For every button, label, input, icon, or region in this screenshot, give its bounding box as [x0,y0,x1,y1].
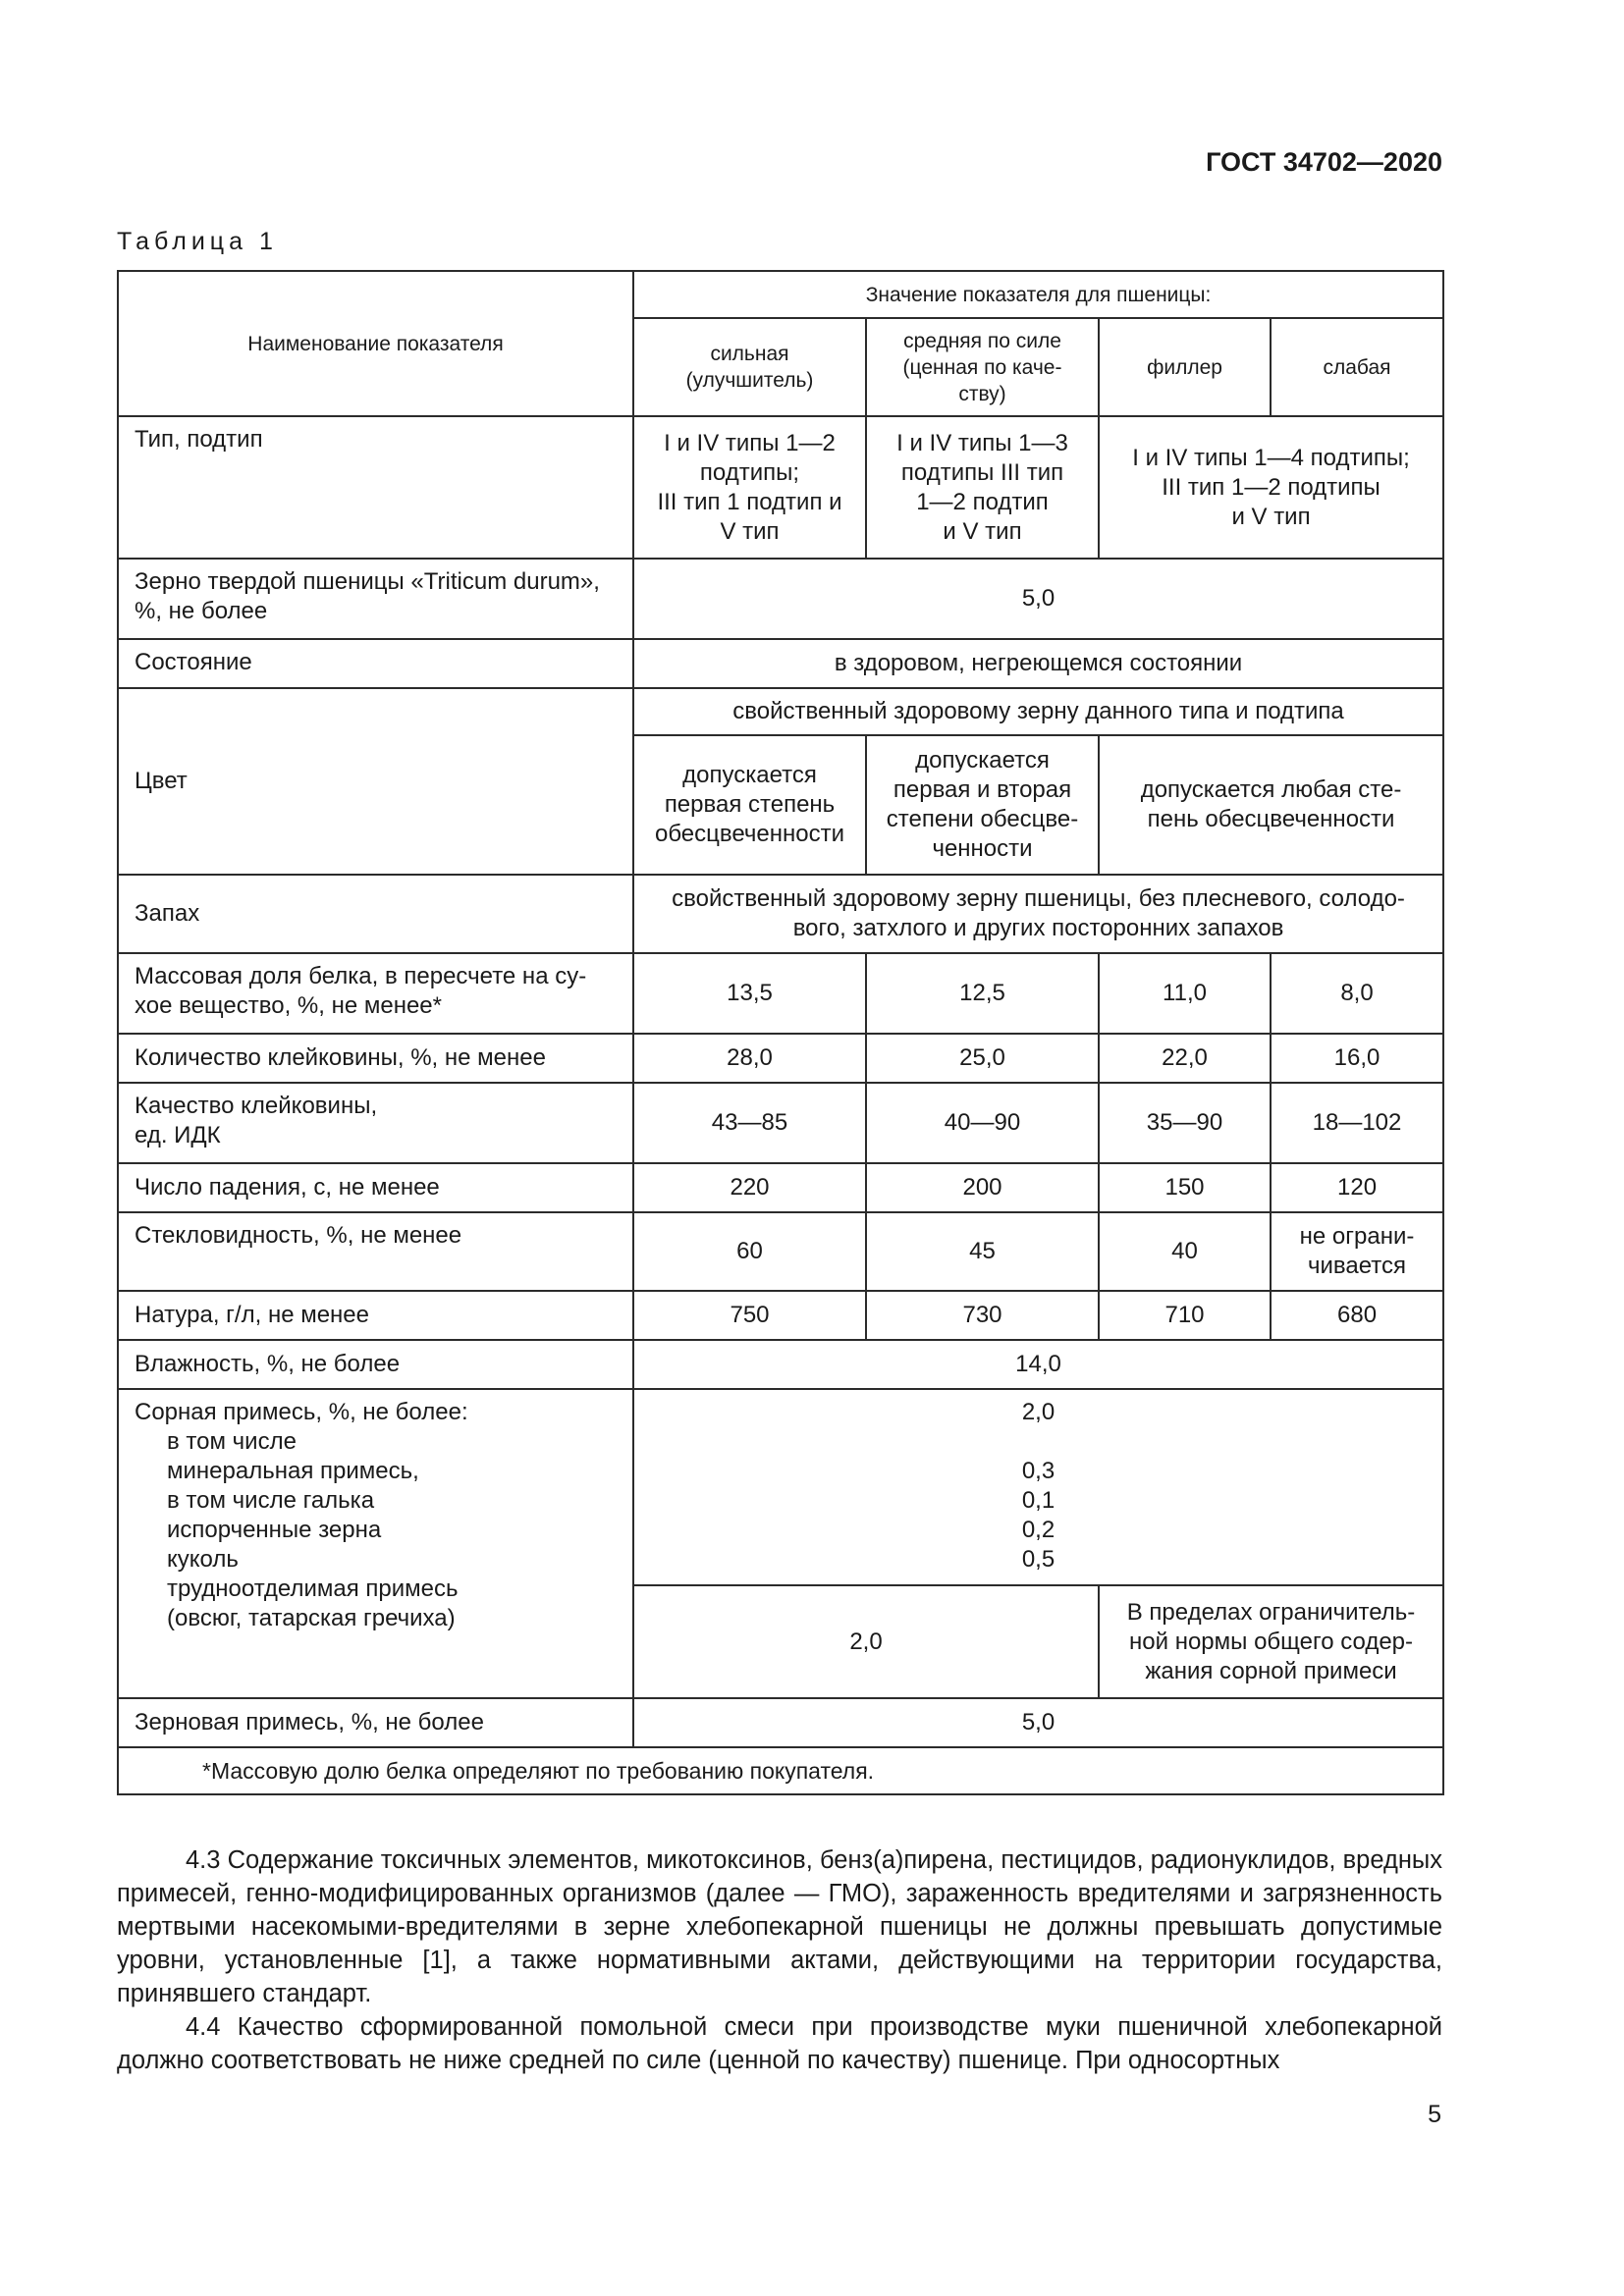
row-grain-impurity [118,1698,1443,1747]
row-protein-filler: 11,0 [1099,953,1271,1034]
row-condition [118,639,1443,688]
row-protein [118,953,1443,1034]
row-durum [118,559,1443,639]
row-nature-strong: 750 [633,1291,866,1340]
row-vitreous [118,1212,1443,1291]
row-nature-name: Натура, г/л, не менее [118,1291,633,1340]
row-gluten-qty-strong: 28,0 [633,1034,866,1083]
row-gluten-quality-weak: 18—102 [1271,1083,1443,1163]
header-name-col: Наименование показателя [118,271,633,416]
row-gluten-qty [118,1034,1443,1083]
row-weed [118,1389,1443,1585]
row-protein-strong: 13,5 [633,953,866,1034]
row-durum-value: 5,0 [633,559,1443,639]
row-color-medium: допускается первая и вторая степени обесцве- ченности [866,735,1099,875]
row-falling-medium: 200 [866,1163,1099,1212]
row-protein-medium: 12,5 [866,953,1099,1034]
row-falling-strong: 220 [633,1163,866,1212]
row-type-filler-weak: I и IV типы 1—4 подтипы; III тип 1—2 подтипы и V тип [1099,416,1443,559]
row-footnote [118,1747,1443,1794]
row-color-filler-weak: допускается любая сте- пень обесцвеченности [1099,735,1443,875]
row-condition-value: в здоровом, негреющемся состоянии [633,639,1443,688]
row-moisture [118,1340,1443,1389]
row-vitreous-filler: 40 [1099,1212,1271,1291]
row-vitreous-medium: 45 [866,1212,1099,1291]
row-durum-name: Зерно твердой пшеницы «Triticum durum», %, не более [118,559,633,639]
row-gluten-qty-filler: 22,0 [1099,1034,1271,1083]
row-color-name: Цвет [118,688,633,875]
header-filler: филлер [1099,318,1271,416]
row-smell-name: Запах [118,875,633,953]
table-footnote: *Массовую долю белка определяют по требованию покупателя. [118,1747,1443,1794]
row-condition-name: Состояние [118,639,633,688]
row-weed-names: Сорная примесь, %, не более: в том числе минеральная примесь, в том числе галька испорченные зерна куколь трудноотделимая примесь (овсюг, татарская гречиха) [118,1389,633,1698]
row-gluten-quality-filler: 35—90 [1099,1083,1271,1163]
row-type [118,416,1443,559]
row-smell [118,875,1443,953]
document-id: ГОСТ 34702—2020 [1206,147,1442,177]
row-weed-hard-filler-weak: В пределах ограничитель- ной нормы общего содер- жания сорной примеси [1099,1585,1443,1698]
row-vitreous-strong: 60 [633,1212,866,1291]
header-weak: слабая [1271,318,1443,416]
row-gluten-qty-name: Количество клейковины, %, не менее [118,1034,633,1083]
quality-table [117,270,1444,1795]
row-vitreous-name: Стекловидность, %, не менее [118,1212,633,1291]
row-gluten-qty-medium: 25,0 [866,1034,1099,1083]
row-vitreous-weak: не ограни- чивается [1271,1212,1443,1291]
table-caption: Таблица 1 [117,228,278,255]
header-strong: сильная (улучшитель) [633,318,866,416]
row-falling [118,1163,1443,1212]
row-grain-impurity-name: Зерновая примесь, %, не более [118,1698,633,1747]
row-protein-name: Массовая доля белка, в пересчете на су- хое вещество, %, не менее* [118,953,633,1034]
row-gluten-qty-weak: 16,0 [1271,1034,1443,1083]
row-falling-name: Число падения, с, не менее [118,1163,633,1212]
row-gluten-quality [118,1083,1443,1163]
row-type-medium: I и IV типы 1—3 подтипы III тип 1—2 подтип и V тип [866,416,1099,559]
row-color-strong: допускается первая степень обесцвеченности [633,735,866,875]
row-gluten-quality-name: Качество клейковины, ед. ИДК [118,1083,633,1163]
row-grain-impurity-value: 5,0 [633,1698,1443,1747]
row-color [118,688,1443,735]
header-medium: средняя по силе (ценная по каче- ству) [866,318,1099,416]
paragraph-4-3: 4.3 Содержание токсичных элементов, микотоксинов, бенз(а)пирена, пестицидов, радионуклидов, вредных примесей, генно-модифицированных организмов (далее — ГМО), зараженность вредителями и загрязненность мертвыми насекомыми-вредителями в зерне хлебопекарной пшеницы не должны превышать допустимые уровни, установленные [1], а также нормативными актами, действующими на территории государства, принявшего стандарт. [117,1845,1442,2007]
row-color-common: свойственный здоровому зерну данного типа и подтипа [633,688,1443,735]
row-weed-hard-strong-medium: 2,0 [633,1585,1099,1698]
row-nature-weak: 680 [1271,1291,1443,1340]
row-nature [118,1291,1443,1340]
row-nature-medium: 730 [866,1291,1099,1340]
header-row-1 [118,271,1443,318]
page-number: 5 [1428,2101,1441,2128]
paragraph-4-4: 4.4 Качество сформированной помольной смеси при производстве муки пшеничной хлебопекарной должно соответствовать не ниже средней по силе (ценной по качеству) пшенице. При односортных [117,2012,1442,2074]
row-gluten-quality-strong: 43—85 [633,1083,866,1163]
row-nature-filler: 710 [1099,1291,1271,1340]
row-protein-weak: 8,0 [1271,953,1443,1034]
header-group: Значение показателя для пшеницы: [633,271,1443,318]
row-type-strong: I и IV типы 1—2 подтипы; III тип 1 подтип и V тип [633,416,866,559]
row-moisture-name: Влажность, %, не более [118,1340,633,1389]
row-weed-values: 2,0 0,3 0,1 0,2 0,5 [633,1389,1443,1585]
row-smell-value: свойственный здоровому зерну пшеницы, без плесневого, солодо- вого, затхлого и других посторонних запахов [633,875,1443,953]
row-moisture-value: 14,0 [633,1340,1443,1389]
row-gluten-quality-medium: 40—90 [866,1083,1099,1163]
row-type-name: Тип, подтип [118,416,633,559]
row-falling-filler: 150 [1099,1163,1271,1212]
row-falling-weak: 120 [1271,1163,1443,1212]
